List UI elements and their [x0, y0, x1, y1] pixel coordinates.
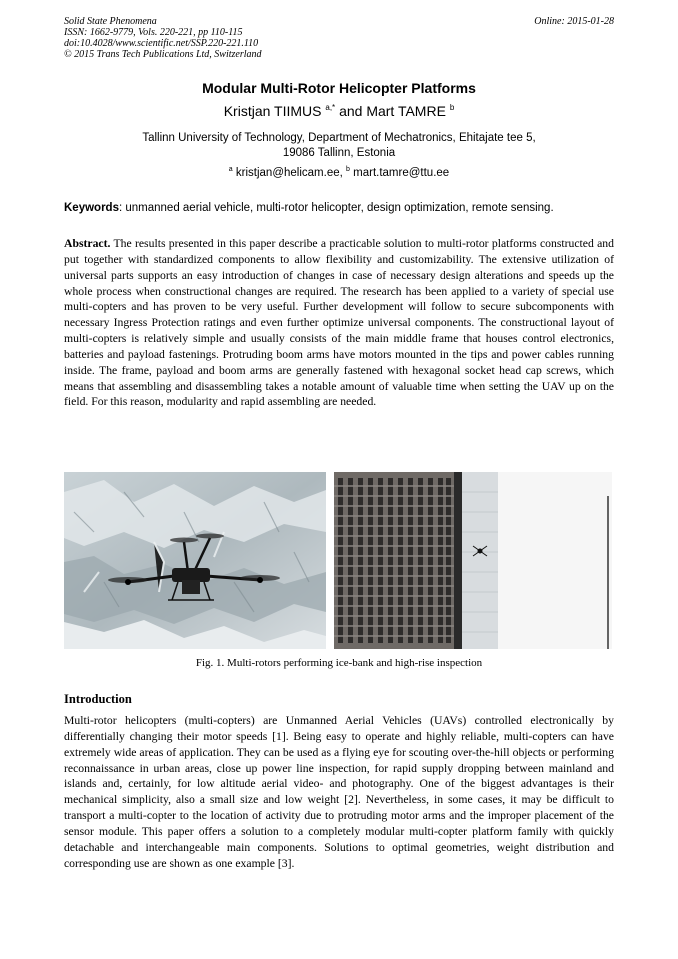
journal-copyright: © 2015 Trans Tech Publications Ltd, Switzerland [64, 49, 262, 60]
affiliation-line-2: 19086 Tallinn, Estonia [282, 147, 396, 159]
author-1: Kristjan TIIMUS [223, 103, 322, 119]
keywords-label: Keywords [64, 202, 119, 214]
paper-title: Modular Multi-Rotor Helicopter Platforms [202, 80, 476, 96]
email-b: mart.tamre@ttu.ee [353, 167, 450, 179]
journal-name: Solid State Phenomena [64, 16, 157, 27]
ice-bank-illustration [64, 472, 326, 649]
figure-caption: Fig. 1. Multi-rotors performing ice-bank and high-rise inspection [195, 657, 483, 669]
introduction-heading: Introduction [64, 692, 132, 706]
email-a-mark: a [228, 166, 233, 173]
email-a: kristjan@helicam.ee, [235, 167, 343, 179]
email-b-mark: b [346, 166, 350, 173]
figure-ice-bank-photo [64, 472, 326, 649]
keywords-text: : unmanned aerial vehicle, multi-rotor helicopter, design optimization, remote sensing. [118, 202, 554, 214]
abstract [64, 236, 614, 410]
journal-header [64, 16, 262, 60]
abstract-label: Abstract. [64, 237, 111, 250]
author-1-affil-mark: a,* [325, 103, 336, 112]
online-date: Online: 2015-01-28 [534, 16, 614, 27]
journal-doi: doi:10.4028/www.scientific.net/SSP.220-221.110 [64, 38, 259, 49]
author-line [0, 103, 678, 119]
affiliation [80, 131, 598, 161]
keywords [64, 202, 616, 214]
affiliation-line-1: Tallinn University of Technology, Department of Mechatronics, Ehitajate tee 5, [142, 132, 536, 144]
journal-issn: ISSN: 1662-9779, Vols. 220-221, pp 110-115 [64, 27, 243, 38]
author-emails [0, 166, 678, 179]
figure-high-rise-photo [334, 472, 612, 649]
abstract-text: The results presented in this paper describe a practicable solution to multi-rotor platforms constructed and put together with standardized components to allow flexibility and customizability. The extensive utilization of universal parts supports an easy introduction of changes in case of necessary design alterations and speeds up the whole process when constructional changes are required. The research has been applied to a variety of special use multi-copters and has proven to be very useful. Further development will follow to secure subcomponents with necessary Ingress Protection ratings and even further optimize universal components. The constructional layout of multi-copters is relatively simple and usually consists of the main middle frame that houses control electronics, batteries and payload fastenings. Protruding boom arms have motors mounted in the tips and power cables running inside. The frame, payload and boom arms are generally fastened with hexagonal socket head cap screws, which means that assembling and disassembling takes a notable amount of valuable time when setting the UAV up on the field. For this reason, modularity and rapid assembling are needed. [64, 237, 614, 409]
author-2: Mart TAMRE [366, 103, 446, 119]
author-2-affil-mark: b [449, 103, 455, 112]
high-rise-illustration [334, 472, 612, 649]
introduction-text: Multi-rotor helicopters (multi-copters) are Unmanned Aerial Vehicles (UAVs) controlled electronically by differentially changing their motor speeds [1]. Being easy to operate and highly reliable, multi-copters can have extremely wide areas of application. They can be used as a flying eye for scouting over-the-hill objects or performing reconnaissance in urban areas, close up power line inspection, for rapid supply dropping between mainland and islands and, certainly, for low altitude aerial video- and photography. One of the biggest advantages is their mechanical simplicity, also a small size and low weight [2]. Nevertheless, in some cases, it may be difficult to transport a multi-copter to the location of activity due to protruding motor arms and the improper placement of the sensor module. This paper offers a solution to a completely modular multi-copter platform family with quickly detachable and interchangeable main components. Solutions to optimal geometries, weight distribution and corresponding use are shown as one example [3]. [64, 714, 614, 870]
author-and: and [339, 103, 363, 119]
